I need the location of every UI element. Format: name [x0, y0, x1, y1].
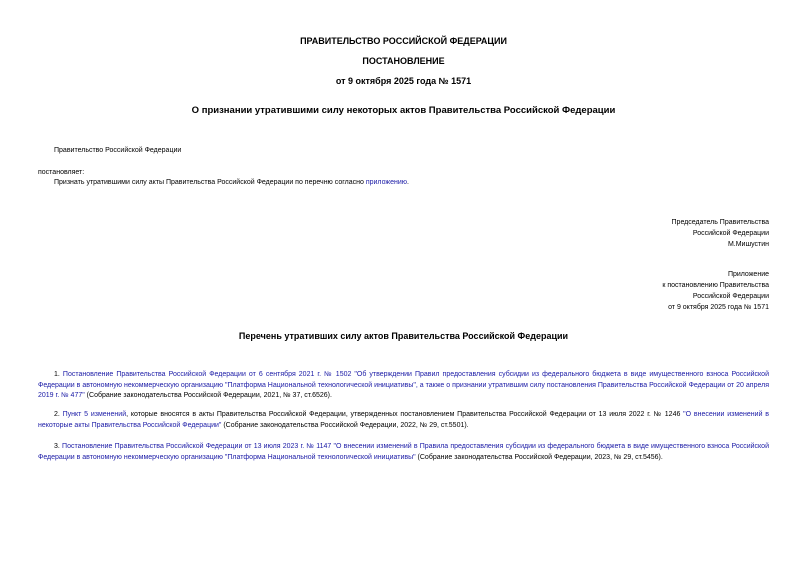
item-link-pre[interactable]: Пункт 5 изменений [62, 411, 127, 418]
subject-heading: О признании утратившими силу некоторых актов Правительства Российской Федерации [191, 105, 616, 116]
item-link[interactable]: Постановление Правительства Российской Федерации от 6 сентября 2021 г. № 1502 "Об утверждении Правил предоставления субсидии из федерального бюджета в виде имущественного взноса Российской Федерации в автономную некоммерческую организацию "Платформа Национальной технологической инициативы", а также о признании утратившим силу постановления Правительства Российской Федерации от 20 апреля 2019 г. № 477" [38, 371, 769, 399]
item-link[interactable]: "О внесении изменений в некоторые акты Правительства Российской Федерации" [38, 411, 769, 429]
signature-block [672, 217, 769, 250]
appendix-line-1: Приложение [727, 271, 769, 278]
list-title: Перечень утративших силу актов Правительства Российской Федерации [238, 331, 569, 341]
list-item [38, 442, 769, 463]
appendix-heading-block [662, 269, 769, 313]
decides-text: постановляет: [38, 169, 85, 176]
date-number-heading: от 9 октября 2025 года № 1571 [335, 76, 472, 86]
list-item [38, 410, 769, 431]
item-link[interactable]: Постановление Правительства Российской Федерации от 13 июля 2023 г. № 1147 "О внесении изменений в Правила предоставления субсидии из федерального бюджета в виде имущественного взноса Российской Федерации в автономную некоммерческую организацию "Платформа Национальной технологической инициативы" [38, 443, 769, 461]
authority-heading: ПРАВИТЕЛЬСТВО РОССИЙСКОЙ ФЕДЕРАЦИИ [300, 36, 507, 46]
signature-line-1: Председатель Правительства [671, 219, 769, 226]
doc-type-heading: ПОСТАНОВЛЕНИЕ [362, 56, 445, 66]
appendix-line-4: от 9 октября 2025 года № 1571 [668, 304, 769, 311]
decision-text: Признать утратившими силу акты Правительства Российской Федерации по перечню согласно [54, 179, 366, 186]
decision-paragraph [54, 178, 409, 189]
item-number: 2. [54, 411, 63, 418]
item-number: 3. [54, 443, 63, 450]
signature-line-3: М.Мишустин [727, 241, 769, 248]
item-tail: (Собрание законодательства Российской Федерации, 2022, № 29, ст.5501). [221, 421, 469, 429]
item-number: 1. [54, 371, 63, 378]
appendix-link[interactable]: приложению [365, 179, 407, 186]
appendix-line-2: к постановлению Правительства [662, 282, 769, 289]
decision-end: . [407, 179, 409, 186]
item-mid: , которые вносятся в акты Правительства Российской Федерации, утвержденных постановлением Правительства Российской Федерации от 13 июля 2022 г. № 1246 [126, 411, 684, 418]
signature-line-2: Российской Федерации [692, 230, 769, 237]
item-tail: (Собрание законодательства Российской Федерации, 2023, № 29, ст.5456). [415, 453, 663, 461]
appendix-line-3: Российской Федерации [692, 293, 769, 300]
list-item [38, 370, 769, 402]
item-tail: (Собрание законодательства Российской Федерации, 2021, № 37, ст.6526). [84, 392, 332, 399]
government-text: Правительство Российской Федерации [54, 147, 182, 154]
